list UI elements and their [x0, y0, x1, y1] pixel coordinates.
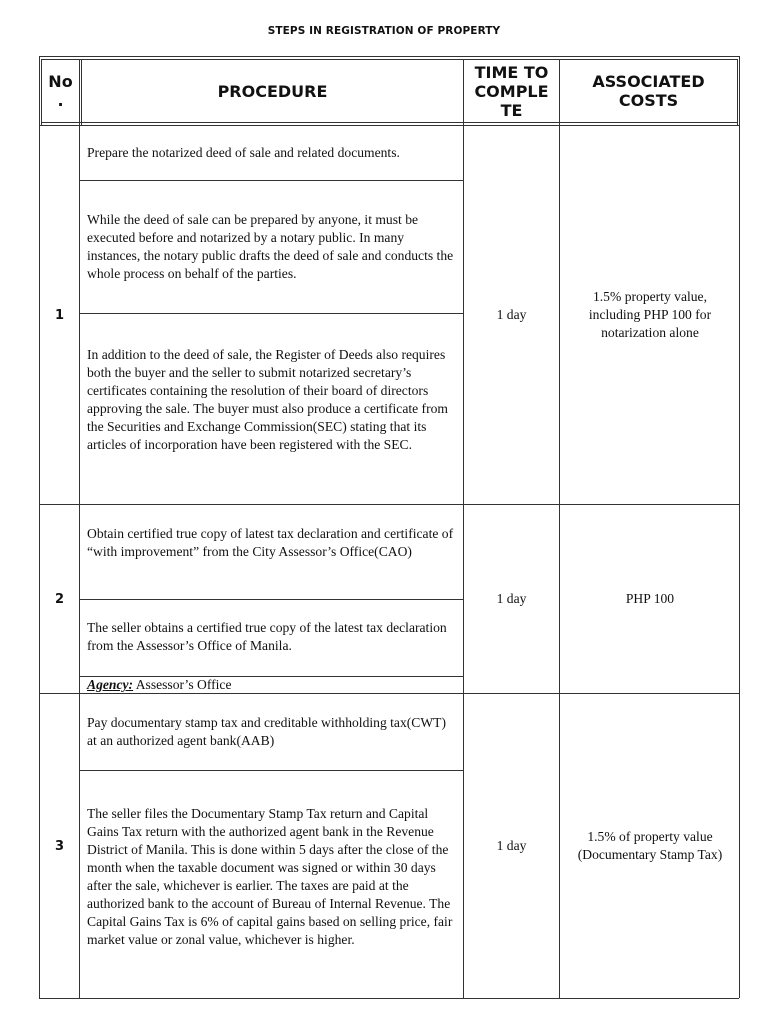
header-time-to-complete: TIME TO COMPLE TE — [474, 62, 549, 120]
header-associated-costs: ASSOCIATED COSTS — [592, 72, 705, 110]
step-number: 1 — [54, 307, 65, 323]
agency-line — [87, 676, 457, 693]
procedure-text: While the deed of sale can be prepared by anyone, it must be executed before and notarized by a notary public. In many instances, the notary public drafts the deed of sale and conducts the whole process on behalf of the parties. — [87, 212, 454, 281]
agency-label: Agency: — [87, 677, 134, 692]
time-to-complete: 1 day — [496, 838, 527, 853]
procedure-text: The seller obtains a certified true copy of the latest tax declaration from the Assessor’s Office of Manila. — [87, 620, 447, 653]
header-procedure: PROCEDURE — [217, 81, 328, 101]
associated-cost: 1.5% of property value (Documentary Stamp Tax) — [577, 829, 723, 862]
time-to-complete: 1 day — [496, 307, 527, 322]
procedure-text: The seller files the Documentary Stamp Tax return and Capital Gains Tax return with the authorized agent bank in the Revenue District of Manila. This is done within 5 days after the close of the month when the taxable document was signed or within 30 days after the sale, whichever is earlier. The taxes are paid at the authorized bank to the account of Bureau of Internal Revenue. The Capital Gains Tax is 6% of capital gains based on selling price, fair market value or zonal value, whichever is higher. — [87, 806, 453, 947]
procedure-text: In addition to the deed of sale, the Register of Deeds also requires both the buyer and the seller to submit notarized secretary’s certificates containing the resolution of their board of directors approving the sale. The buyer must also produce a certificate from the Securities and Exchange Commission(SEC) stating that its articles of incorporation have been registered with the SEC. — [87, 347, 448, 452]
associated-cost: 1.5% property value, including PHP 100 for notarization alone — [588, 289, 712, 340]
document-title: STEPS IN REGISTRATION OF PROPERTY — [267, 25, 501, 37]
step-number: 2 — [54, 591, 65, 607]
procedure-text: Obtain certified true copy of latest tax declaration and certificate of “with improvement” from the City Assessor’s Office(CAO) — [87, 526, 454, 559]
header-no: No . — [48, 72, 73, 110]
agency-value: Assessor’s Office — [133, 677, 232, 692]
step-number: 3 — [54, 838, 65, 854]
time-to-complete: 1 day — [496, 591, 527, 606]
procedure-text: Pay documentary stamp tax and creditable withholding tax(CWT) at an authorized agent bank(AAB) — [87, 715, 446, 748]
procedure-text: Prepare the notarized deed of sale and related documents. — [87, 145, 400, 160]
associated-cost: PHP 100 — [625, 591, 675, 606]
